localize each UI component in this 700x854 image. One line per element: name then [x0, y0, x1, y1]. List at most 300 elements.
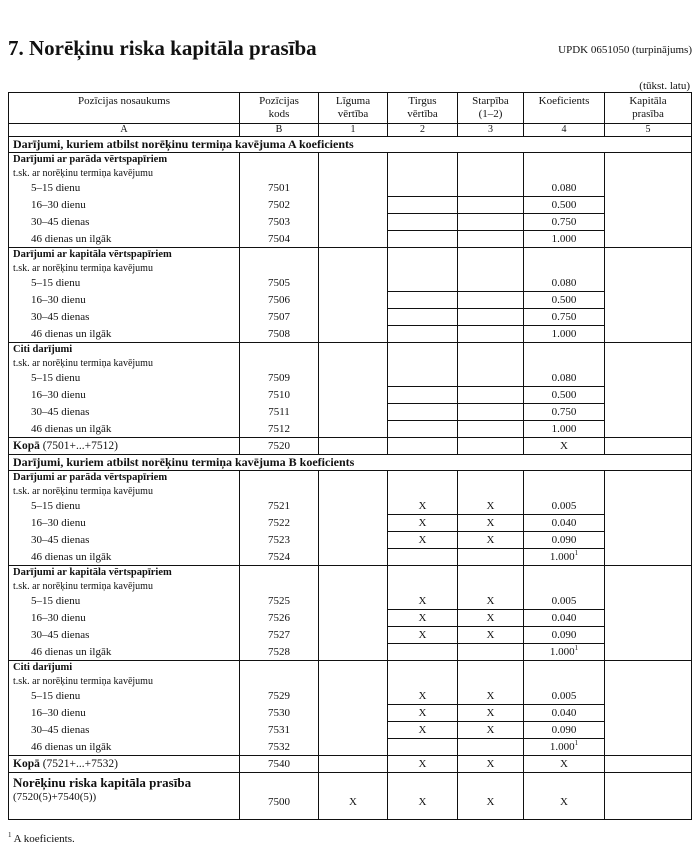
empty-cell [458, 343, 524, 358]
contract-value-cell[interactable] [319, 498, 388, 515]
coefficient-value: 1.000 [549, 551, 575, 563]
group-header-row [9, 661, 692, 676]
coefficient-value: 0.080 [551, 372, 577, 384]
total-row [9, 756, 692, 773]
difference-cell[interactable] [458, 180, 524, 197]
contract-value-cell[interactable] [319, 549, 388, 566]
empty-cell [319, 262, 388, 275]
group-title: Darījumi ar parāda vērtspapīriem [9, 153, 240, 168]
difference-cell[interactable] [458, 326, 524, 343]
row-label: 5–15 dienu [9, 593, 240, 610]
capital-requirement-cell[interactable] [605, 593, 692, 610]
capital-requirement-cell[interactable] [605, 688, 692, 705]
total-c1[interactable] [319, 756, 388, 773]
row-label: 5–15 dienu [9, 275, 240, 292]
capital-requirement-cell[interactable] [605, 292, 692, 309]
footnote-text: A koeficients. [11, 833, 75, 845]
total-c3[interactable] [458, 438, 524, 455]
market-value-cell[interactable] [388, 180, 458, 197]
coefficient-value: 0.040 [551, 517, 577, 529]
total-label-formula: (7501+...+7512) [39, 440, 118, 452]
row-code: 7512 [240, 421, 319, 438]
coefficient-cell [524, 739, 605, 756]
empty-cell [388, 167, 458, 180]
contract-value-cell[interactable] [319, 739, 388, 756]
group-subheader-row [9, 485, 692, 498]
market-value-cell[interactable]: X [388, 610, 458, 627]
table-row [9, 197, 692, 214]
contract-value-cell[interactable] [319, 292, 388, 309]
empty-cell [458, 262, 524, 275]
empty-cell [458, 580, 524, 593]
coefficient-value: 0.005 [551, 595, 577, 607]
coefficient-value: 0.080 [551, 182, 577, 194]
section-title: Darījumi, kuriem atbilst norēķinu termiņa kavējuma A koeficients [9, 137, 692, 153]
difference-cell[interactable]: X [458, 532, 524, 549]
coefficient-cell [524, 370, 605, 387]
empty-cell [388, 661, 458, 676]
empty-cell [524, 485, 605, 498]
capital-requirement-cell[interactable] [605, 549, 692, 566]
contract-value-cell[interactable] [319, 722, 388, 739]
group-header-row [9, 248, 692, 263]
empty-cell [319, 248, 388, 263]
row-label: 46 dienas un ilgāk [9, 231, 240, 248]
empty-cell [388, 580, 458, 593]
empty-cell [458, 167, 524, 180]
difference-cell[interactable]: X [458, 688, 524, 705]
contract-value-cell[interactable] [319, 197, 388, 214]
capital-requirement-cell[interactable] [605, 326, 692, 343]
col-header-market: Tirgus vērtība [388, 93, 458, 124]
empty-cell [458, 485, 524, 498]
market-value-cell[interactable] [388, 404, 458, 421]
market-value-cell[interactable]: X [388, 627, 458, 644]
capital-requirement-cell[interactable] [605, 214, 692, 231]
empty-cell [458, 471, 524, 486]
difference-cell[interactable]: X [458, 705, 524, 722]
group-title: Darījumi ar kapitāla vērtspapīriem [9, 248, 240, 263]
table-row [9, 627, 692, 644]
col-header-code: Pozīcijas kods [240, 93, 319, 124]
coefficient-cell [524, 231, 605, 248]
coefficient-value: 0.090 [551, 534, 577, 546]
row-code: 7504 [240, 231, 319, 248]
total-label-bold: Kopā [13, 758, 40, 770]
section-header-row [9, 137, 692, 153]
col-header-coefficient: Koeficients [524, 93, 605, 124]
empty-cell [240, 675, 319, 688]
total-row [9, 438, 692, 455]
final-label: Norēķinu riska kapitāla prasība [13, 775, 192, 790]
empty-cell [319, 580, 388, 593]
empty-cell [388, 566, 458, 581]
capital-requirement-table [8, 92, 692, 820]
table-row [9, 532, 692, 549]
capital-requirement-cell[interactable] [605, 610, 692, 627]
coefficient-value: 1.000 [551, 423, 577, 435]
capital-requirement-cell[interactable] [605, 404, 692, 421]
difference-cell[interactable]: X [458, 610, 524, 627]
contract-value-cell[interactable] [319, 627, 388, 644]
row-code: 7507 [240, 309, 319, 326]
total-c5[interactable] [605, 756, 692, 773]
market-value-cell[interactable] [388, 739, 458, 756]
row-code: 7524 [240, 549, 319, 566]
difference-cell[interactable] [458, 309, 524, 326]
page-title: 7. Norēķinu riska kapitāla prasība [8, 36, 317, 60]
market-value-cell[interactable] [388, 292, 458, 309]
market-value-cell[interactable] [388, 370, 458, 387]
group-subheader-row [9, 580, 692, 593]
col-letter: B [240, 124, 319, 137]
coefficient-value: 1.000 [549, 646, 575, 658]
coefficient-cell [524, 387, 605, 404]
group-subtitle: t.sk. ar norēķinu termiņa kavējumu [9, 580, 240, 593]
row-code: 7522 [240, 515, 319, 532]
empty-cell [524, 248, 605, 263]
market-value-cell[interactable]: X [388, 688, 458, 705]
group-subtitle: t.sk. ar norēķinu termiņa kavējumu [9, 675, 240, 688]
empty-cell [605, 167, 692, 180]
coefficient-cell [524, 275, 605, 292]
table-row [9, 326, 692, 343]
capital-requirement-cell[interactable] [605, 498, 692, 515]
final-c5[interactable] [605, 773, 692, 820]
row-label: 46 dienas un ilgāk [9, 421, 240, 438]
empty-cell [524, 661, 605, 676]
market-value-cell[interactable] [388, 421, 458, 438]
row-code: 7525 [240, 593, 319, 610]
group-title: Darījumi ar kapitāla vērtspapīriem [9, 566, 240, 581]
coefficient-value: 0.040 [551, 612, 577, 624]
row-code: 7505 [240, 275, 319, 292]
col-letter: 2 [388, 124, 458, 137]
difference-cell[interactable] [458, 421, 524, 438]
empty-cell [605, 485, 692, 498]
contract-value-cell[interactable] [319, 404, 388, 421]
total-c5[interactable] [605, 438, 692, 455]
group-title: Citi darījumi [9, 343, 240, 358]
row-code: 7511 [240, 404, 319, 421]
total-c4[interactable]: X [524, 756, 605, 773]
row-code: 7527 [240, 627, 319, 644]
row-code: 7508 [240, 326, 319, 343]
contract-value-cell[interactable] [319, 180, 388, 197]
row-label: 30–45 dienas [9, 404, 240, 421]
coefficient-cell [524, 705, 605, 722]
group-title: Citi darījumi [9, 661, 240, 676]
empty-cell [388, 343, 458, 358]
coefficient-value: 0.750 [551, 216, 577, 228]
contract-value-cell[interactable] [319, 231, 388, 248]
empty-cell [240, 566, 319, 581]
empty-cell [605, 262, 692, 275]
difference-cell[interactable] [458, 387, 524, 404]
column-letters-row [9, 124, 692, 137]
empty-cell [388, 153, 458, 168]
row-code: 7526 [240, 610, 319, 627]
col-letter: A [9, 124, 240, 137]
market-value-cell[interactable] [388, 309, 458, 326]
contract-value-cell[interactable] [319, 532, 388, 549]
table-row [9, 421, 692, 438]
row-label: 46 dienas un ilgāk [9, 326, 240, 343]
empty-cell [388, 262, 458, 275]
table-row [9, 370, 692, 387]
row-label: 16–30 dienu [9, 197, 240, 214]
row-label: 46 dienas un ilgāk [9, 549, 240, 566]
coefficient-value: 1.000 [551, 328, 577, 340]
row-code: 7502 [240, 197, 319, 214]
difference-cell[interactable]: X [458, 627, 524, 644]
total-label [9, 756, 240, 773]
empty-cell [524, 471, 605, 486]
group-title: Darījumi ar parāda vērtspapīriem [9, 471, 240, 486]
final-label-cell [9, 773, 240, 820]
contract-value-cell[interactable] [319, 644, 388, 661]
coefficient-value: 1.000 [551, 233, 577, 245]
contract-value-cell[interactable] [319, 705, 388, 722]
difference-cell[interactable]: X [458, 515, 524, 532]
group-header-row [9, 153, 692, 168]
empty-cell [240, 580, 319, 593]
market-value-cell[interactable]: X [388, 722, 458, 739]
total-code: 7520 [240, 438, 319, 455]
capital-requirement-cell[interactable] [605, 705, 692, 722]
market-value-cell[interactable] [388, 275, 458, 292]
coefficient-cell [524, 180, 605, 197]
capital-requirement-cell[interactable] [605, 644, 692, 661]
difference-cell[interactable]: X [458, 593, 524, 610]
empty-cell [388, 357, 458, 370]
coefficient-cell [524, 644, 605, 661]
market-value-cell[interactable] [388, 644, 458, 661]
market-value-cell[interactable]: X [388, 532, 458, 549]
capital-requirement-cell[interactable] [605, 739, 692, 756]
difference-cell[interactable] [458, 739, 524, 756]
contract-value-cell[interactable] [319, 214, 388, 231]
final-c3[interactable]: X [458, 773, 524, 820]
row-label: 5–15 dienu [9, 180, 240, 197]
final-c1[interactable]: X [319, 773, 388, 820]
empty-cell [605, 343, 692, 358]
table-row [9, 549, 692, 566]
final-c2[interactable]: X [388, 773, 458, 820]
difference-cell[interactable] [458, 231, 524, 248]
difference-cell[interactable] [458, 197, 524, 214]
unit-note: (tūkst. latu) [639, 80, 690, 92]
difference-cell[interactable]: X [458, 498, 524, 515]
market-value-cell[interactable] [388, 326, 458, 343]
coefficient-cell [524, 498, 605, 515]
difference-cell[interactable]: X [458, 722, 524, 739]
final-formula: (7520(5)+7540(5)) [13, 791, 97, 803]
table-row [9, 498, 692, 515]
coefficient-cell [524, 197, 605, 214]
row-code: 7528 [240, 644, 319, 661]
row-label: 30–45 dienas [9, 722, 240, 739]
market-value-cell[interactable]: X [388, 498, 458, 515]
capital-requirement-cell[interactable] [605, 180, 692, 197]
contract-value-cell[interactable] [319, 421, 388, 438]
empty-cell [524, 566, 605, 581]
coefficient-value: 0.005 [551, 500, 577, 512]
empty-cell [319, 566, 388, 581]
footnote-mark: 1 [8, 831, 12, 839]
table-row [9, 610, 692, 627]
difference-cell[interactable] [458, 292, 524, 309]
coefficient-cell [524, 309, 605, 326]
difference-cell[interactable] [458, 214, 524, 231]
coefficient-cell [524, 593, 605, 610]
footnote [8, 833, 75, 845]
final-c4[interactable]: X [524, 773, 605, 820]
empty-cell [319, 485, 388, 498]
capital-requirement-cell[interactable] [605, 309, 692, 326]
contract-value-cell[interactable] [319, 688, 388, 705]
empty-cell [319, 167, 388, 180]
capital-requirement-cell[interactable] [605, 275, 692, 292]
total-label [9, 438, 240, 455]
market-value-cell[interactable]: X [388, 515, 458, 532]
difference-cell[interactable] [458, 404, 524, 421]
market-value-cell[interactable] [388, 231, 458, 248]
row-label: 30–45 dienas [9, 532, 240, 549]
table-row [9, 180, 692, 197]
total-code: 7540 [240, 756, 319, 773]
coefficient-value: 0.090 [551, 724, 577, 736]
capital-requirement-cell[interactable] [605, 231, 692, 248]
empty-cell [319, 661, 388, 676]
capital-requirement-cell[interactable] [605, 387, 692, 404]
empty-cell [319, 343, 388, 358]
row-code: 7509 [240, 370, 319, 387]
section-b-body [9, 455, 692, 773]
table-row [9, 387, 692, 404]
total-c4[interactable]: X [524, 438, 605, 455]
col-letter: 4 [524, 124, 605, 137]
empty-cell [605, 675, 692, 688]
contract-value-cell[interactable] [319, 515, 388, 532]
group-subheader-row [9, 357, 692, 370]
coefficient-cell [524, 292, 605, 309]
group-header-row [9, 471, 692, 486]
total-c3[interactable]: X [458, 756, 524, 773]
capital-requirement-cell[interactable] [605, 722, 692, 739]
empty-cell [319, 357, 388, 370]
contract-value-cell[interactable] [319, 610, 388, 627]
table-row [9, 404, 692, 421]
group-subtitle: t.sk. ar norēķinu termiņa kavējumu [9, 485, 240, 498]
contract-value-cell[interactable] [319, 275, 388, 292]
market-value-cell[interactable] [388, 387, 458, 404]
table-row [9, 644, 692, 661]
total-c1[interactable] [319, 438, 388, 455]
coefficient-cell [524, 404, 605, 421]
group-subheader-row [9, 167, 692, 180]
group-subtitle: t.sk. ar norēķinu termiņa kavējumu [9, 357, 240, 370]
group-subtitle: t.sk. ar norēķinu termiņa kavējumu [9, 167, 240, 180]
difference-cell[interactable] [458, 275, 524, 292]
coefficient-cell [524, 549, 605, 566]
coefficient-value: 0.750 [551, 311, 577, 323]
empty-cell [240, 343, 319, 358]
empty-cell [458, 675, 524, 688]
market-value-cell[interactable]: X [388, 593, 458, 610]
row-label: 5–15 dienu [9, 370, 240, 387]
empty-cell [240, 471, 319, 486]
col-header-difference: Starpība (1–2) [458, 93, 524, 124]
row-code: 7523 [240, 532, 319, 549]
capital-requirement-cell[interactable] [605, 532, 692, 549]
empty-cell [319, 153, 388, 168]
empty-cell [388, 248, 458, 263]
col-header-contract: Līguma vērtība [319, 93, 388, 124]
row-code: 7506 [240, 292, 319, 309]
market-value-cell[interactable] [388, 197, 458, 214]
coefficient-cell [524, 610, 605, 627]
empty-cell [524, 262, 605, 275]
row-label: 30–45 dienas [9, 214, 240, 231]
capital-requirement-cell[interactable] [605, 627, 692, 644]
coefficient-cell [524, 515, 605, 532]
table-row [9, 515, 692, 532]
row-code: 7529 [240, 688, 319, 705]
footnote-ref: 1 [574, 549, 579, 557]
market-value-cell[interactable] [388, 549, 458, 566]
coefficient-value: 0.005 [551, 690, 577, 702]
capital-requirement-cell[interactable] [605, 370, 692, 387]
row-label: 16–30 dienu [9, 292, 240, 309]
difference-cell[interactable] [458, 644, 524, 661]
row-label: 16–30 dienu [9, 387, 240, 404]
empty-cell [458, 357, 524, 370]
market-value-cell[interactable] [388, 214, 458, 231]
table-row [9, 214, 692, 231]
empty-cell [605, 153, 692, 168]
table-row [9, 739, 692, 756]
total-c2[interactable] [388, 438, 458, 455]
contract-value-cell[interactable] [319, 387, 388, 404]
contract-value-cell[interactable] [319, 309, 388, 326]
contract-value-cell[interactable] [319, 326, 388, 343]
contract-value-cell[interactable] [319, 370, 388, 387]
total-c2[interactable]: X [388, 756, 458, 773]
difference-cell[interactable] [458, 370, 524, 387]
total-label-formula: (7521+...+7532) [39, 758, 118, 770]
empty-cell [605, 661, 692, 676]
col-header-name: Pozīcijas nosaukums [9, 93, 240, 124]
footnote-ref: 1 [574, 739, 579, 747]
header-row [9, 93, 692, 124]
coefficient-cell [524, 421, 605, 438]
difference-cell[interactable] [458, 549, 524, 566]
contract-value-cell[interactable] [319, 593, 388, 610]
capital-requirement-cell[interactable] [605, 197, 692, 214]
coefficient-value: 0.500 [551, 199, 577, 211]
market-value-cell[interactable]: X [388, 705, 458, 722]
col-letter: 5 [605, 124, 692, 137]
capital-requirement-cell[interactable] [605, 515, 692, 532]
capital-requirement-cell[interactable] [605, 421, 692, 438]
empty-cell [524, 675, 605, 688]
empty-cell [605, 248, 692, 263]
table-row [9, 705, 692, 722]
coefficient-cell [524, 722, 605, 739]
row-label: 46 dienas un ilgāk [9, 644, 240, 661]
empty-cell [524, 343, 605, 358]
